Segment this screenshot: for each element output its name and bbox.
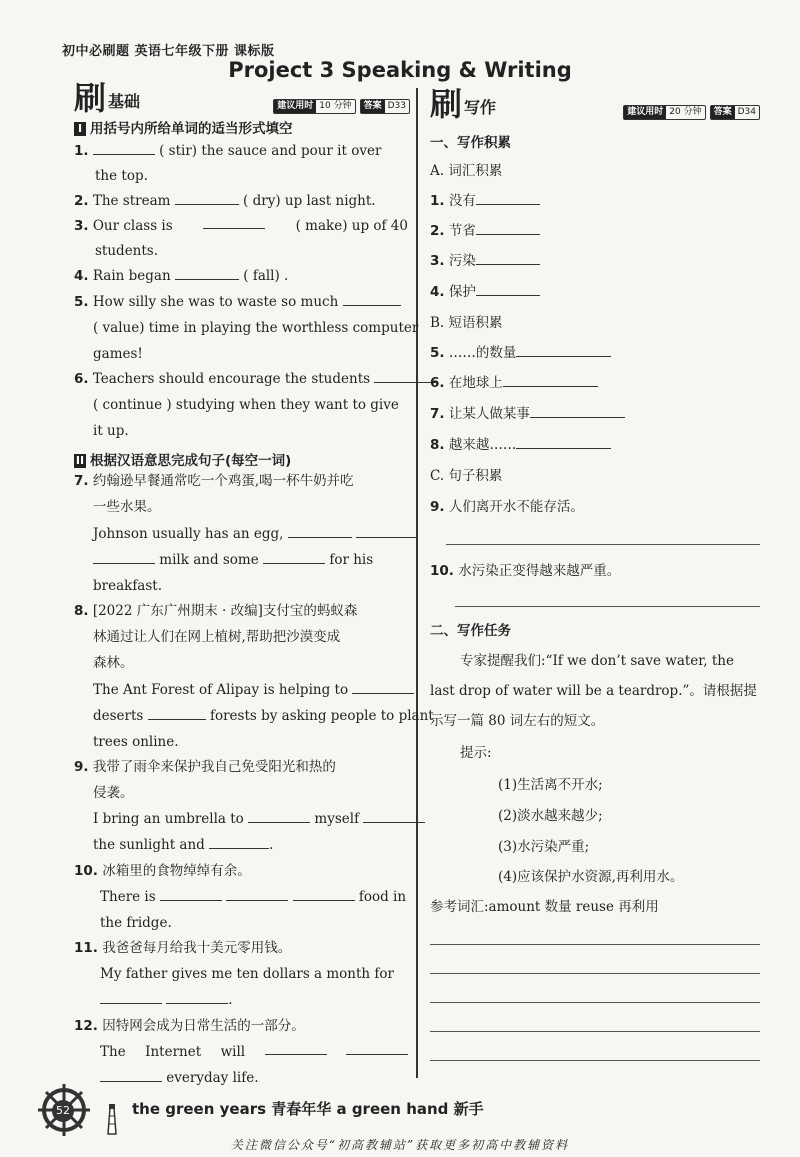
answer-blank[interactable]: [226, 885, 288, 901]
tip-3: (3)水污染严重;: [498, 839, 590, 855]
question-8: 8. [2022 广东广州期末 · 改编]支付宝的蚂蚁森: [74, 603, 358, 619]
question-9-en1: I bring an umbrella to myself: [93, 806, 425, 832]
vocab-3: 3. 污染: [430, 248, 540, 274]
question-12-en2: everyday life.: [100, 1065, 259, 1091]
answer-blank[interactable]: [93, 139, 155, 155]
question-8-cn2: 林通过让人们在网上植树,帮助把沙漠变成: [93, 629, 341, 645]
question-6-line2: ( continue ) studying when they want to give: [93, 397, 399, 413]
question-1-line2: the top.: [95, 168, 148, 184]
question-10-en2: the fridge.: [100, 915, 172, 931]
answer-blank[interactable]: [175, 189, 239, 205]
question-12-en1: The Internet will: [100, 1039, 408, 1065]
column-divider: [416, 88, 418, 1078]
answer-blank[interactable]: [209, 833, 269, 849]
sentence-heading: C. 句子积累: [430, 468, 503, 484]
brush-logo: 刷: [74, 79, 107, 117]
bottom-note: 关注微信公众号“初高教辅站”获取更多初高中教辅资料: [230, 1138, 570, 1152]
sentence-9: 9. 人们离开水不能存活。: [430, 499, 584, 515]
footer-slogan: the green years 青春年华 a green hand 新手: [132, 1100, 484, 1118]
time-badge: 建议用时 20 分钟: [623, 105, 705, 120]
question-10: 10. 冰箱里的食物绰绰有余。: [74, 863, 251, 879]
answer-blank[interactable]: [263, 548, 325, 564]
answer-blank[interactable]: [476, 219, 540, 235]
answer-blank[interactable]: [476, 249, 540, 265]
phrase-7: 7. 让某人做某事: [430, 401, 625, 427]
question-11: 11. 我爸爸每月给我十美元零用钱。: [74, 940, 292, 956]
question-7-en3: breakfast.: [93, 578, 163, 594]
section-name-basic: 基础: [108, 92, 141, 111]
answer-blank[interactable]: [166, 988, 228, 1004]
answer-blank[interactable]: [288, 522, 352, 538]
question-9: 9. 我带了雨伞来保护我自己免受阳光和热的: [74, 759, 336, 775]
question-12: 12. 因特网会成为日常生活的一部分。: [74, 1018, 305, 1034]
vocab-heading: A. 词汇积累: [430, 163, 503, 179]
time-badge: 建议用时 10 分钟: [273, 99, 355, 114]
writing-line[interactable]: [430, 944, 760, 945]
question-9-en2: the sunlight and .: [93, 832, 273, 858]
question-5-line2: ( value) time in playing the worthless computer: [93, 320, 419, 336]
question-4: 4. Rain began ( fall) .: [74, 263, 288, 289]
writing-part-2-heading: 二、写作任务: [430, 623, 511, 639]
sentence-10: 10. 水污染正变得越来越严重。: [430, 563, 621, 579]
answer-blank[interactable]: [476, 189, 540, 205]
answer-blank[interactable]: [175, 264, 239, 280]
answer-blank[interactable]: [160, 885, 222, 901]
tip-2: (2)淡水越来越少;: [498, 808, 603, 824]
part-2-heading: II 根据汉语意思完成句子(每空一词): [75, 453, 292, 469]
answer-blank[interactable]: [476, 280, 540, 296]
tips-label: 提示:: [460, 745, 492, 761]
tip-4: (4)应该保护水资源,再利用水。: [498, 869, 684, 885]
writing-part-1-heading: 一、写作积累: [430, 135, 511, 151]
answer-blank[interactable]: [148, 704, 206, 720]
question-11-en1: My father gives me ten dollars a month for: [100, 966, 394, 982]
left-section-header: [74, 79, 410, 117]
answer-blank[interactable]: [265, 1039, 327, 1055]
answer-blank[interactable]: [374, 367, 438, 383]
phrase-heading: B. 短语积累: [430, 315, 503, 331]
task-line-3: 示写一篇 80 词左右的短文。: [430, 713, 605, 729]
question-9-cn2: 侵袭。: [93, 785, 134, 801]
question-10-en1: There is food in: [100, 884, 406, 910]
question-8-en3: trees online.: [93, 734, 179, 750]
answer-line[interactable]: [446, 544, 760, 545]
question-5: 5. How silly she was to waste so much: [74, 289, 408, 315]
phrase-6: 6. 在地球上: [430, 370, 598, 396]
answer-blank[interactable]: [203, 213, 265, 229]
question-8-en1: The Ant Forest of Alipay is helping to: [93, 677, 414, 703]
answer-blank[interactable]: [293, 885, 355, 901]
question-7-cn2: 一些水果。: [93, 499, 161, 515]
reference-vocab: 参考词汇:amount 数量 reuse 再利用: [430, 899, 659, 915]
question-7: 7. 约翰逊早餐通常吃一个鸡蛋,喝一杯牛奶并吃: [74, 473, 354, 489]
answer-blank[interactable]: [100, 988, 162, 1004]
question-7-en2: milk and some for his: [93, 547, 373, 573]
question-7-en1: Johnson usually has an egg,: [93, 521, 418, 547]
right-section-header: [430, 85, 760, 123]
writing-line[interactable]: [430, 1031, 760, 1032]
phrase-5: 5. ……的数量: [430, 340, 611, 366]
writing-line[interactable]: [430, 973, 760, 974]
question-6: 6. Teachers should encourage the students: [74, 366, 408, 392]
answer-blank[interactable]: [93, 548, 155, 564]
answer-blank[interactable]: [346, 1039, 408, 1055]
section-name-writing: 写作: [464, 98, 497, 117]
answer-blank[interactable]: [343, 290, 401, 306]
question-3: 3. Our class is ( make) up of 40: [74, 213, 408, 239]
question-5-line3: games!: [93, 346, 143, 362]
answer-blank[interactable]: [356, 522, 418, 538]
writing-line[interactable]: [430, 1002, 760, 1003]
answer-badge: 答案 D33: [360, 99, 410, 114]
part-1-heading: I 用括号内所给单词的适当形式填空: [74, 116, 293, 142]
project-title: Project 3 Speaking & Writing: [228, 58, 572, 82]
phrase-8: 8. 越来越……: [430, 432, 611, 458]
answer-blank[interactable]: [363, 807, 425, 823]
series-title: 初中必刷题 英语七年级下册 课标版: [62, 44, 275, 59]
task-line-1: 专家提醒我们:“If we don’t save water, the: [460, 653, 734, 669]
answer-blank[interactable]: [503, 371, 598, 387]
question-8-cn3: 森林。: [93, 655, 134, 671]
question-8-en2: deserts forests by asking people to plant: [93, 703, 434, 729]
question-6-line3: it up.: [93, 423, 129, 439]
answer-blank[interactable]: [100, 1066, 162, 1082]
answer-blank[interactable]: [516, 341, 611, 357]
answer-blank[interactable]: [352, 678, 414, 694]
vocab-1: 1. 没有: [430, 188, 540, 214]
page-number: 52: [52, 1100, 74, 1122]
question-2: 2. The stream ( dry) up last night.: [74, 188, 376, 214]
vocab-2: 2. 节省: [430, 218, 540, 244]
brush-logo: 刷: [430, 85, 463, 123]
vocab-4: 4. 保护: [430, 279, 540, 305]
answer-blank[interactable]: [248, 807, 310, 823]
answer-blank[interactable]: [516, 433, 611, 449]
question-1: 1. ( stir) the sauce and pour it over: [74, 138, 408, 164]
lighthouse-icon: [100, 1100, 124, 1136]
writing-line[interactable]: [430, 1060, 760, 1061]
question-11-en2: .: [100, 987, 233, 1013]
question-3-line2: students.: [95, 243, 159, 259]
answer-blank[interactable]: [530, 402, 625, 418]
tip-1: (1)生活离不开水;: [498, 777, 603, 793]
answer-badge: 答案 D34: [710, 105, 760, 120]
task-line-2: last drop of water will be a teardrop.”。请根据提: [430, 683, 757, 699]
answer-line[interactable]: [455, 606, 760, 607]
